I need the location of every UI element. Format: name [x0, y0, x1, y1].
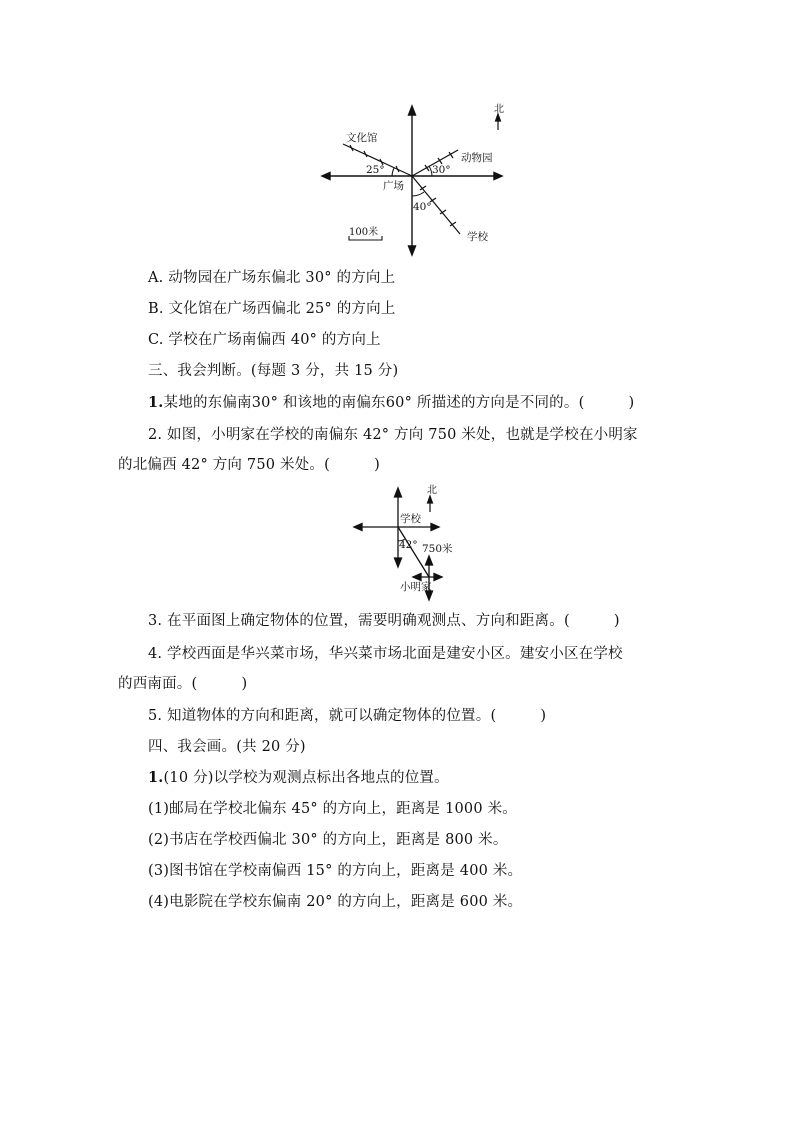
draw-q1-text: (10 分)以学校为观测点标出各地点的位置。	[163, 770, 449, 786]
judge-q4-line1: 4. 学校西面是华兴菜市场，华兴菜市场北面是建安小区。建安小区在学校	[148, 646, 623, 662]
option-b: B. 文化馆在广场西偏北 25° 的方向上	[148, 301, 396, 317]
option-c: C. 学校在广场南偏西 40° 的方向上	[148, 332, 381, 348]
angle-30-label: 30°	[432, 164, 451, 176]
draw-q1	[148, 768, 449, 788]
school-label-2: 学校	[400, 513, 421, 525]
distance-label: 750米	[422, 543, 453, 555]
north-arrow-2-icon	[428, 496, 433, 512]
home-axes	[413, 556, 442, 600]
north-label-2: 北	[427, 485, 437, 496]
draw-item-4: (4)电影院在学校东偏南 20° 的方向上，距离是 600 米。	[148, 894, 523, 910]
plaza-label: 广场	[383, 180, 404, 192]
judge-q1-text: 某地的东偏南30° 和该地的南偏东60° 所描述的方向是不同的。( )	[163, 395, 635, 411]
judge-q4-line2: 的西南面。( )	[118, 676, 248, 692]
section-4-heading: 四、我会画。(共 20 分)	[148, 739, 306, 755]
draw-q1-number: 1.	[148, 769, 164, 786]
culture-hall-label: 文化馆	[346, 132, 378, 144]
scale-label: 100米	[349, 227, 379, 238]
draw-item-3: (3)图书馆在学校南偏西 15° 的方向上，距离是 400 米。	[148, 863, 523, 879]
angle-25-label: 25°	[366, 164, 385, 176]
north-label: 北	[494, 104, 504, 115]
draw-item-2: (2)书店在学校西偏北 30° 的方向上，距离是 800 米。	[148, 832, 508, 848]
judge-q1-number: 1.	[148, 394, 164, 411]
judge-q2-line2: 的北偏西 42° 方向 750 米处。( )	[118, 457, 380, 473]
zoo-label: 动物园	[461, 152, 493, 164]
judge-q2-line1: 2. 如图，小明家在学校的南偏东 42° 方向 750 米处，也就是学校在小明家	[148, 427, 638, 443]
judge-q5: 5. 知道物体的方向和距离，就可以确定物体的位置。( )	[148, 708, 547, 724]
section-3-heading: 三、我会判断。(每题 3 分，共 15 分)	[148, 363, 399, 379]
judge-q3: 3. 在平面图上确定物体的位置，需要明确观测点、方向和距离。( )	[148, 613, 620, 629]
school-label: 学校	[467, 231, 488, 243]
angle-40-label: 40°	[413, 201, 432, 213]
school-axes	[354, 488, 439, 567]
home-label: 小明家	[400, 581, 432, 593]
option-a: A. 动物园在广场东偏北 30° 的方向上	[148, 270, 396, 286]
draw-item-1: (1)邮局在学校北偏东 45° 的方向上，距离是 1000 米。	[148, 801, 517, 817]
angle-42-label: 42°	[399, 539, 418, 551]
